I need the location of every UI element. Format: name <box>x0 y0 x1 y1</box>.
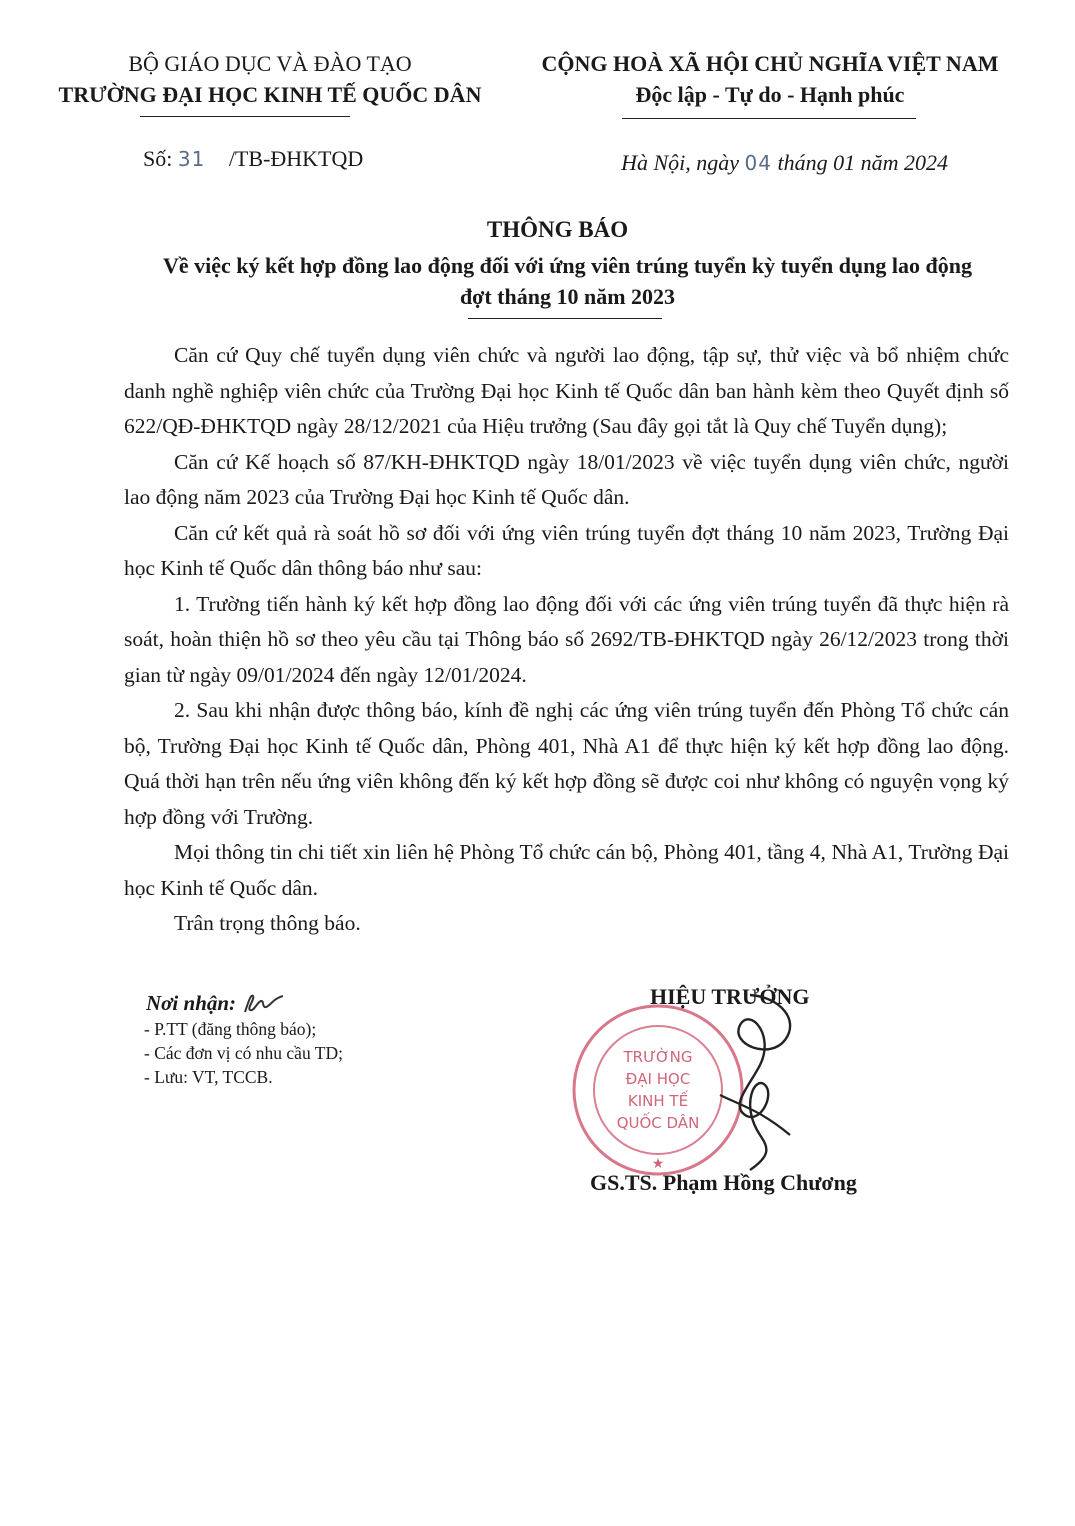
recipient-item: - Lưu: VT, TCCB. <box>144 1067 273 1087</box>
doc-number-suffix: /TB-ĐHKTQD <box>228 146 364 171</box>
document-number <box>143 146 363 172</box>
document-body <box>124 338 1009 942</box>
date-suffix: tháng 01 năm 2024 <box>777 150 948 175</box>
document-subtitle <box>110 250 1025 312</box>
svg-text:★: ★ <box>651 1156 665 1172</box>
signer-title: HIỆU TRƯỞNG <box>650 984 810 1009</box>
paragraph-item-2: 2. Sau khi nhận được thông báo, kính đề nghị các ứng viên trúng tuyển đến Phòng Tổ chức cán bộ, Trường Đại học Kinh tế Quốc dân, Phòng 401, Nhà A1 để thực hiện ký kết hợp đồng lao động. Quá thời hạn trên nếu ứng viên không đến ký kết hợp đồng sẽ được coi như không có nguyện vọng ký hợp đồng với Trường. <box>124 698 1009 829</box>
paragraph-legal-basis-2: Căn cứ Kế hoạch số 87/KH-ĐHKTQD ngày 18/01/2023 về việc tuyển dụng viên chức, người lao động năm 2023 của Trường Đại học Kinh tế Quốc dân. <box>124 449 1009 509</box>
ministry-name: BỘ GIÁO DỤC VÀ ĐÀO TẠO <box>128 51 412 76</box>
header-left-underline <box>140 116 350 117</box>
doc-number-prefix: Số: <box>143 146 173 171</box>
document-title: THÔNG BÁO <box>486 217 629 242</box>
nation-name: CỘNG HOÀ XÃ HỘI CHỦ NGHĨA VIỆT NAM <box>541 51 999 76</box>
paragraph-contact: Mọi thông tin chi tiết xin liên hệ Phòng Tổ chức cán bộ, Phòng 401, tầng 4, Nhà A1, Trường Đại học Kinh tế Quốc dân. <box>124 840 1009 900</box>
seal-line-3: KINH TẾ <box>627 1092 689 1110</box>
header-right-underline <box>622 118 916 119</box>
seal-line-4: QUỐC DÂN <box>616 1114 700 1132</box>
issuing-authority <box>40 48 500 110</box>
subtitle-line-2: đợt tháng 10 năm 2023 <box>459 284 676 309</box>
paragraph-item-1: 1. Trường tiến hành ký kết hợp đồng lao động đối với các ứng viên trúng tuyển đã thực hiện rà soát, hoàn thiện hồ sơ theo yêu cầu tại Thông báo số 2692/TB-ĐHKTQD ngày 26/12/2023 trong thời gian từ ngày 09/01/2024 đến ngày 12/01/2024. <box>124 591 1009 687</box>
date-day-handwritten: 04 <box>744 151 772 175</box>
handwritten-signature-icon <box>690 985 810 1175</box>
recipient-item: - Các đơn vị có nhu cầu TD; <box>144 1043 343 1063</box>
recipients-block <box>146 990 343 1089</box>
recipients-title: Nơi nhận: <box>146 991 237 1015</box>
national-motto: Độc lập - Tự do - Hạnh phúc <box>635 82 905 107</box>
initial-signature-icon <box>241 990 287 1016</box>
paragraph-legal-basis-1: Căn cứ Quy chế tuyển dụng viên chức và người lao động, tập sự, thử việc và bổ nhiệm chức danh nghề nghiệp viên chức của Trường Đại học Kinh tế Quốc dân ban hành kèm theo Quyết định số 622/QĐ-ĐHKTQD ngày 28/12/2021 của Hiệu trưởng (Sau đây gọi tắt là Quy chế Tuyển dụng); <box>124 343 1009 438</box>
doc-number-handwritten: 31 <box>177 147 206 171</box>
university-name: TRƯỜNG ĐẠI HỌC KINH TẾ QUỐC DÂN <box>58 82 482 107</box>
paragraph-closing: Trân trọng thông báo. <box>174 911 361 935</box>
recipients-list <box>144 1017 343 1089</box>
seal-line-2: ĐẠI HỌC <box>625 1070 691 1088</box>
issue-date <box>540 150 948 176</box>
paragraph-legal-basis-3: Căn cứ kết quả rà soát hồ sơ đối với ứng viên trúng tuyển đợt tháng 10 năm 2023, Trường Đại học Kinh tế Quốc dân thông báo như sau: <box>124 520 1009 580</box>
date-prefix: Hà Nội, ngày <box>621 150 740 175</box>
title-underline <box>468 318 662 319</box>
subtitle-line-1: Về việc ký kết hợp đồng lao động đối với ứng viên trúng tuyển kỳ tuyển dụng lao động <box>163 253 972 278</box>
seal-line-1: TRƯỜNG <box>623 1048 693 1066</box>
recipient-item: - P.TT (đăng thông báo); <box>144 1019 317 1039</box>
signer-name: GS.TS. Phạm Hồng Chương <box>590 1170 857 1195</box>
national-header <box>500 48 1040 110</box>
